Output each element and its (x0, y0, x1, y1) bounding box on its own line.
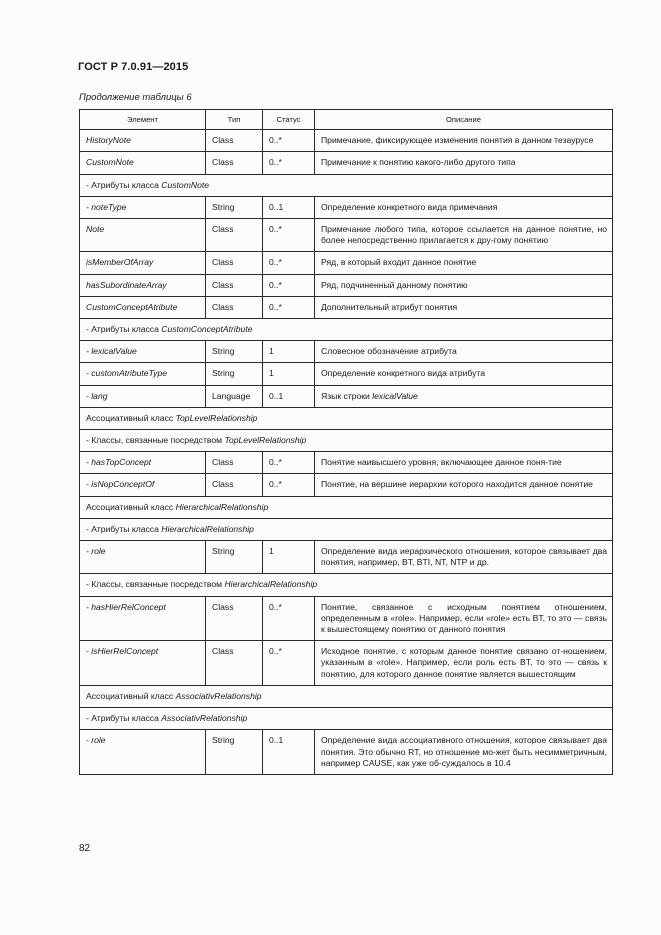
section-heading-cell (80, 685, 613, 707)
type-cell: Class (206, 596, 263, 641)
section-heading-prefix: - Атрибуты класса (86, 713, 162, 724)
status-cell: 0..* (263, 252, 315, 274)
table-body (80, 130, 613, 775)
page-number: 82 (79, 843, 91, 854)
element-cell: - role (80, 730, 206, 775)
section-heading-class-name: CustomConceptAtribute (161, 324, 253, 335)
element-cell: hasSubordinateArray (80, 274, 206, 296)
table-section-row (80, 407, 613, 429)
column-header-element: Элемент (80, 110, 206, 130)
status-cell: 0..* (263, 452, 315, 474)
description-cell: Определение конкретного вида примечания (315, 196, 613, 218)
section-heading-class-name: TopLevelRelationship (224, 435, 307, 446)
table-row (80, 452, 613, 474)
description-cell (315, 385, 613, 407)
table-row (80, 474, 613, 496)
description-cell: Ряд, подчиненный данному понятию (315, 274, 613, 296)
table-section-row (80, 174, 613, 196)
section-heading-cell (80, 574, 613, 596)
element-cell: Note (80, 219, 206, 252)
section-heading-prefix: Ассоциативный класс (86, 690, 176, 701)
table-row (80, 219, 613, 252)
table-section-row (80, 518, 613, 540)
element-cell: CustomNote (80, 152, 206, 174)
table-section-row (80, 708, 613, 730)
table-row (80, 152, 613, 174)
section-heading-cell (80, 174, 613, 196)
status-cell: 0..1 (263, 385, 315, 407)
type-cell: Language (206, 385, 263, 407)
element-cell: - lexicalValue (80, 341, 206, 363)
status-cell: 0..1 (263, 196, 315, 218)
element-cell: CustomConceptAtribute (80, 296, 206, 318)
type-cell: Class (206, 296, 263, 318)
section-heading-class-name: CustomNote (161, 179, 210, 190)
table-row (80, 341, 613, 363)
section-heading-cell (80, 407, 613, 429)
element-cell: - lang (80, 385, 206, 407)
type-cell: Class (206, 252, 263, 274)
section-heading-prefix: - Классы, связанные посредством (86, 579, 225, 590)
section-heading-prefix: - Атрибуты класса (86, 179, 162, 190)
column-header-type: Тип (206, 110, 263, 130)
table-row (80, 252, 613, 274)
description-cell: Словесное обозначение атрибута (315, 341, 613, 363)
table-row (80, 196, 613, 218)
document-standard-title: ГОСТ Р 7.0.91—2015 (78, 61, 189, 73)
elements-table (79, 109, 613, 775)
column-header-description: Описание (315, 110, 613, 130)
type-cell: String (206, 541, 263, 574)
type-cell: Class (206, 219, 263, 252)
table-section-row (80, 430, 613, 452)
element-cell: HistoryNote (80, 130, 206, 152)
status-cell: 0..* (263, 596, 315, 641)
section-heading-class-name: HierarchicalRelationship (175, 501, 269, 512)
table-row (80, 641, 613, 686)
description-cell: Примечание к понятию какого-либо другого типа (315, 152, 613, 174)
table-header-row (80, 110, 613, 130)
description-cell: Ряд, в который входит данное понятие (315, 252, 613, 274)
description-text: Язык строки (321, 390, 373, 401)
description-cell: Дополнительный атрибут понятия (315, 296, 613, 318)
description-cell: Определение вида иерархического отношения, которое связывает два понятия, например, BT, BTI, NT, NTP и др. (315, 541, 613, 574)
description-cell: Понятие наивысшего уровня, включающее данное поня-тие (315, 452, 613, 474)
table-section-row (80, 496, 613, 518)
table-row (80, 385, 613, 407)
description-cell: Понятие, на вершине иерархии которого находится данное понятие (315, 474, 613, 496)
element-cell: - customAtributeType (80, 363, 206, 385)
type-cell: String (206, 341, 263, 363)
description-italic-term: lexicalValue (372, 390, 418, 401)
section-heading-class-name: AssociativRelationship (161, 713, 248, 724)
section-heading-prefix: Ассоциативный класс (86, 412, 176, 423)
status-cell: 0..* (263, 474, 315, 496)
table-section-row (80, 574, 613, 596)
table-row (80, 541, 613, 574)
section-heading-cell (80, 518, 613, 540)
section-heading-class-name: TopLevelRelationship (175, 412, 258, 423)
description-cell: Исходное понятие, с которым данное понятие связано от-ношением, указанным в «role». Например, если роль есть BT, то это — связь к понятию, для которого данное понятие является вышестоящим (315, 641, 613, 686)
type-cell: String (206, 363, 263, 385)
section-heading-cell (80, 708, 613, 730)
type-cell: Class (206, 641, 263, 686)
table-row (80, 130, 613, 152)
status-cell: 1 (263, 541, 315, 574)
element-cell: - role (80, 541, 206, 574)
element-cell: - isHierRelConcept (80, 641, 206, 686)
status-cell: 0..* (263, 152, 315, 174)
status-cell: 1 (263, 341, 315, 363)
section-heading-cell (80, 430, 613, 452)
element-cell: - hasHierRelConcept (80, 596, 206, 641)
type-cell: String (206, 196, 263, 218)
element-cell: - isNopConceptOf (80, 474, 206, 496)
table-caption: Продолжение таблицы 6 (79, 92, 192, 103)
status-cell: 0..* (263, 130, 315, 152)
status-cell: 1 (263, 363, 315, 385)
table-row (80, 730, 613, 775)
section-heading-class-name: HierarchicalRelationship (161, 523, 254, 534)
element-cell: isMemberOfArray (80, 252, 206, 274)
section-heading-cell (80, 319, 613, 341)
table-section-row (80, 685, 613, 707)
status-cell: 0..* (263, 641, 315, 686)
column-header-status: Статус (263, 110, 315, 130)
table-row (80, 274, 613, 296)
type-cell: Class (206, 274, 263, 296)
type-cell: Class (206, 152, 263, 174)
description-cell: Примечание, фиксирующее изменения понятия в данном тезаурусе (315, 130, 613, 152)
description-cell: Понятие, связанное с исходным понятием отношением, определенным в «role». Например, если «role» есть BT, то это — связь к вышестоящему понятию от данного понятия (315, 596, 613, 641)
section-heading-prefix: - Классы, связанные посредством (86, 435, 225, 446)
section-heading-prefix: - Атрибуты класса (86, 523, 162, 534)
type-cell: Class (206, 474, 263, 496)
table-row (80, 596, 613, 641)
description-cell: Определение вида ассоциативного отношения, которое связывает два понятия. Это обычно RT, но отношение мо-жет быть несимметричным, например CAUSE, как уже об-суждалось в 10.4 (315, 730, 613, 775)
section-heading-cell (80, 496, 613, 518)
status-cell: 0..* (263, 296, 315, 318)
status-cell: 0..* (263, 219, 315, 252)
section-heading-prefix: Ассоциативный класс (86, 501, 176, 512)
description-cell: Определение конкретного вида атрибута (315, 363, 613, 385)
element-cell: - hasTopConcept (80, 452, 206, 474)
section-heading-class-name: AssociativRelationship (175, 690, 262, 701)
section-heading-class-name: HierarchicalRelationship (224, 579, 318, 590)
section-heading-prefix: - Атрибуты класса (86, 324, 162, 335)
element-cell: - noteType (80, 196, 206, 218)
table-row (80, 296, 613, 318)
type-cell: Class (206, 130, 263, 152)
table-row (80, 363, 613, 385)
type-cell: String (206, 730, 263, 775)
status-cell: 0..1 (263, 730, 315, 775)
description-cell: Примечание любого типа, которое ссылается на данное понятие, но более непосредственно прилагается к дру-гому понятию (315, 219, 613, 252)
type-cell: Class (206, 452, 263, 474)
table-section-row (80, 319, 613, 341)
status-cell: 0..* (263, 274, 315, 296)
